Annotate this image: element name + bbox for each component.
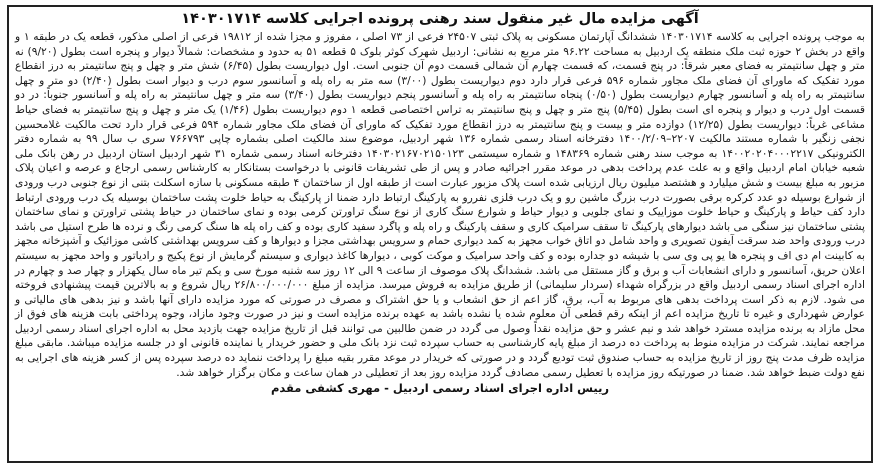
notice-title: آگهی مزایده مال غیر منقول سند رهنی پرونده اجرایی کلاسه ۱۴۰۳۰۱۷۱۴ [181,11,699,27]
auction-notice [7,5,873,463]
notice-body: به موجب پرونده اجرایی به کلاسه ۱۴۰۳۰۱۷۱۴ ششدانگ آپارتمان مسکونی به پلاک ثبتی ۲۴۵۰۷ فرعی از ۷۳ اصلی ، مفروز و مجزا شده از ۱۹۸۱۲ فرعی از اصلی مذکور، قطعه یک در طبقه ۱ و واقع در بخش ۲ حوزه ثبت ملک منطقه یک اردبیل به مساحت ۹۶.۲۲ متر مربع به نشانی: اردبیل شهرک کوثر بلوک ۵ قطعه ۵۱ به حدود و مشخصات: شمالاً دیوار و پنجره است بطول (۹/۲۰) نه متر و چهل سانتیمتر به فضای معبر شرقاً: در پنج قسمت، که قسمت چهارم آن شمالی قسمت دوم آن جنوبی است. اول دیواریست بطول (۶/۴۵) شش متر و چهل و پنج سانتیمتر به درز انقطاع مورد تفکیک که ماورای آن فضای ملک مجاور شماره ۵۹۶ فرعی قرار دارد دوم دیواریست بطول (۳/۰۰) سه متر به راه پله و آسانسور سوم درب و دیوار است بطول (۲/۴۰) دو متر و چهل سانتیمتر به راه پله و آسانسور چهارم دیواریست بطول (۰/۵۰) پنجاه سانتیمتر به راه پله و آسانسور پنجم دیواریست بطول (۳/۴۰) سه متر و چهل سانتیمتر به راه پله و آسانسور جنوباً: در دو قسمت اول درب و دیوار و پنجره ای است بطول (۵/۴۵) پنج متر و چهل و پنج سانتیمتر به تراس اختصاصی قطعه ۱ دوم دیواریست بطول (۱/۴۶) یک متر و چهل و پنج سانتیمتر به فضای حیاط مشاعی غرباً: دیواریست بطول (۱۲/۲۵) دوازده متر و بیست و پنج سانتیمتر به درز انقطاع مورد تفکیک که ماورای آن فضای ملک مجاور شماره ۵۹۴ فرعی قرار دارد تحت مالکیت غلامحسین نجفی زنگیر با شماره مستند مالکیت ۲۲۰۷–۱۴۰۰/۲/۰۹ دفترخانه اسناد رسمی شماره ۱۳۶ شهر اردبیل، موضوع سند مالکیت اصلی بشماره چاپی ۷۶۶۷۹۳ سری ب سال ۹۹ به شماره دفتر الکترونیکی ۱۴۰۰۲۰۲۰۴۰۰۰۲۲۱۷ به موجب سند رهنی شماره ۱۴۸۳۶۹ و شماره سیستمی ۱۴۰۳۰۲۱۶۷۰۲۱۵۰۱۲۳ دفترخانه اسناد رسمی شماره ۳۱ شهر اردبیل استان اردبیل در رهن بانک ملی شعبه خیابان امام اردبیل واقع و به علت عدم پرداخت بدهی در موعد مقرر اجرائیه صادر و پس از طی تشریفات قانونی با درخواست بستانکار به کارشناس رسمی ارجاع و عرصه و اعیان پلاک مزبور به مبلغ بیست و شش میلیارد و هشتصد میلیون ریال ارزیابی شده است پلاک مزبور عبارت است از طبقه اول از ساختمان ۴ طبقه مسکونی با سازه اسکلت بتنی از نوع جنوبی درب ورودی از شوارع بوسیله دو عدد کرکره برقی بصورت درب بزرگ ماشین رو و یک درب فلزی نفررو به پارکینگ ارتباط دارد ضمنا از پارکینگ به حیاط خلوت پشت ساختمان بوسیله یک درب ورودی ارتباط دارد کف حیاط و پارکینگ و حیاط خلوت موزاییک و نمای جلویی و دیوار حیاط و شوارع سنگ کاری از نوع سنگ تراورتن کرمی بوده و نمای ساختمان در حیاط پشتی تراورتن و نمای ساختمان پشتی ساختمان نیز سنگی می باشد دیوارهای پارکینگ تا سقف سرامیک کاری و سقف پارکینگ و راه پله و پاگرد سفید کاری بوده و کف راه پله ها سنگ کرمی رنگ و نرده ها طرح استیل می باشد درب ورودی واحد ضد سرقت آیفون تصویری و واحد شامل دو اتاق خواب مجهز به کمد دیواری حمام و سرویس بهداشتی مجزا و دیوارها و کف سرویس بهداشتی کاشی موزائیک و آشپزخانه مجهز به کابینت ام دی اف و پنجره ها یو پی وی سی با شیشه دو جداره بوده و کف واحد سرامیک و موکت کوبی ، دیوارها کاغذ دیواری و سیستم گرمایش از نوع پکیج و رادیاتور و واحد مجهز به سیستم اعلان حریق، آسانسور و دارای انشعابات آب و برق و گاز مستقل می باشد. ششدانگ پلاک موصوف از ساعت ۹ الی ۱۲ روز سه شنبه مورخ سی و یکم تیر ماه سال یکهزار و چهار صد و چهارم در اداره اجرای اسناد رسمی اردبیل واقع در بزرگراه شهداء (سردار سلیمانی) از طریق مزایده به فروش میرسد. مزایده از مبلغ ۲۶/۸۰۰/۰۰۰/۰۰۰ ریال شروع و به بالاترین قیمت پیشنهادی فروخته می شود. لازم به ذکر است پرداخت بدهی های مربوط به آب، برق، گاز اعم از حق انشعاب و یا حق اشتراک و مصرف در صورتی که مورد مزایده دارای آنها باشد و نیز بدهی های مالیاتی و عوارض شهرداری و غیره تا تاریخ مزایده اعم از اینکه رقم قطعی آن معلوم شده یا نشده باشد به عهده برنده مزایده است و نیز در صورت وجود مازاد، وجوه پرداختی بابت هزینه های فوق از محل مازاد به برنده مزایده مسترد خواهد شد و نیم عشر و حق مزایده نقداً وصول می گردد در ضمن طالبین می توانند قبل از تاریخ مزایده جهت بازدید محل به اداره اجرای اسناد رسمی اردبیل مراجعه نمایند. شرکت در مزایده منوط به پرداخت ده درصد از مبلغ پایه کارشناسی به حساب سپرده ثبت نزد بانک ملی و حضور خریدار یا نماینده قانونی او در جلسه مزایده میباشد. مابقی مبلغ مزایده ظرف مدت پنج روز از تاریخ مزایده به حساب صندوق ثبت تودیع گردد و در صورتی که خریدار در موعد مقرر بقیه مبلغ را پرداخت ننماید ده درصد سپرده پس از کسر هزینه های اجرایی به نفع دولت ضبط خواهد شد. ضمنا در صورتیکه روز مزایده با تعطیل رسمی مصادف گردد مزایده روز بعد از تعطیلی در همان ساعت و مکان برگزار خواهد شد. [15,30,866,379]
notice-signature: رییس اداره اجرای اسناد رسمی اردبیل - مهری کشفی مقدم [270,381,610,396]
